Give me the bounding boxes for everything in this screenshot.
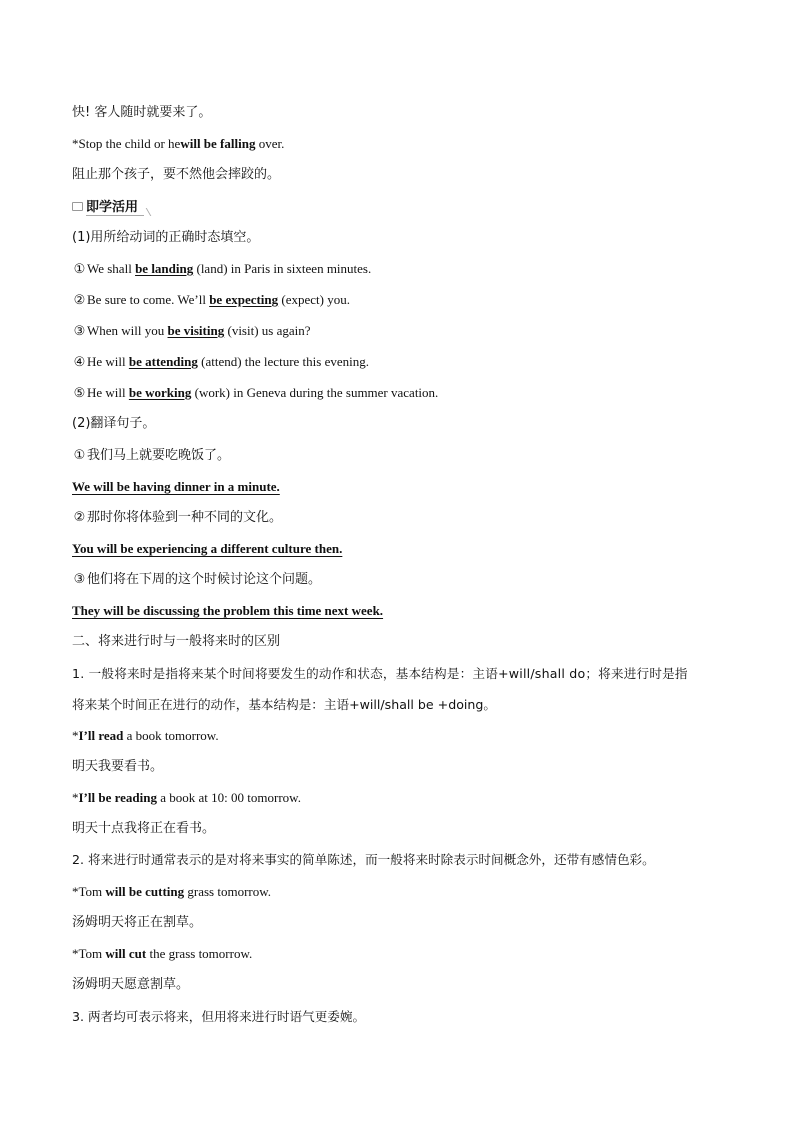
text-segment: * [72,790,79,805]
item-number: ③ [73,323,86,338]
translation-line: 明天我要看书。 [72,759,164,774]
text-segment: the grass tomorrow. [146,946,253,961]
translation-answer [72,602,383,621]
text-segment: *Tom [72,884,106,899]
text-segment: a book at 10: 00 tomorrow. [157,790,301,805]
translation-line: 汤姆明天将正在割草。 [72,915,203,930]
answer-line: You will be experiencing a different culture then. [72,541,343,556]
text-segment: (visit) us again? [224,323,311,338]
text-segment: (work) in Geneva during the summer vacation. [191,385,439,400]
answer-blank: be landing [135,261,194,276]
answer-blank: be working [128,385,192,400]
section-label: 即学活用 [86,196,144,216]
example-sentence [72,135,284,153]
text-segment: 那时你将体验到一种不同的文化。 [87,510,283,525]
translation-line: 汤姆明天愿意割草。 [72,977,190,992]
answer-line: We will be having dinner in a minute. [72,479,280,494]
text-segment: We shall [87,261,136,276]
translation-line: 明天十点我将正在看书。 [72,821,216,836]
exercise-item [72,291,350,309]
text-segment: grass tomorrow. [184,884,272,899]
paragraph-line: 3. 两者均可表示将来，但用将来进行时语气更委婉。 [72,1009,366,1024]
translation-prompt [72,571,321,589]
bold-phrase: I’ll be reading [78,790,157,805]
example-sentence [72,883,271,901]
exercise-item [72,353,369,371]
answer-line: They will be discussing the problem this time next week. [72,603,384,618]
section-label-box [72,197,144,215]
text-segment: over. [258,136,285,151]
answer-blank: be visiting [167,323,225,338]
translation-line: 阻止那个孩子，要不然他会摔跤的。 [72,167,281,182]
item-number: ② [73,510,86,525]
item-number: ① [73,261,86,276]
text-segment: (expect) you. [278,292,350,307]
text-segment: (attend) the lecture this evening. [197,354,369,369]
example-sentence [72,727,219,745]
translation-prompt [72,509,282,527]
item-number: ⑤ [73,385,86,400]
translation-prompt [72,447,230,465]
exercise-item [72,384,438,402]
text-segment: *Stop the child or he [72,136,181,151]
bold-phrase: will be cutting [105,884,185,899]
text-segment: 我们马上就要吃晚饭了。 [87,448,231,463]
translation-answer [72,540,342,559]
exercise-title: (2)翻译句子。 [72,416,156,431]
text-segment: a book tomorrow. [123,728,219,743]
paragraph-line: 1. 一般将来时是指将来某个时间将要发生的动作和状态，基本结构是：主语+will/shall do；将来进行时是指 [72,666,688,681]
text-segment: (land) in Paris in sixteen minutes. [193,261,372,276]
exercise-item [72,260,371,278]
paragraph-line: 2. 将来进行时通常表示的是对将来事实的简单陈述，而一般将来时除表示时间概念外，还带有感情色彩。 [72,852,655,867]
item-number: ② [73,292,86,307]
text-segment: He will [87,385,129,400]
exercise-item [72,322,311,340]
text-line: 快! 客人随时就要来了。 [72,105,212,120]
text-segment: *Tom [72,946,106,961]
text-segment: * [72,728,79,743]
exercise-title: (1)用所给动词的正确时态填空。 [72,230,260,245]
answer-blank: be attending [128,354,198,369]
bold-phrase: will cut [105,946,147,961]
text-segment: When will you [87,323,168,338]
answer-blank: be expecting [209,292,279,307]
bold-phrase: I’ll read [78,728,124,743]
text-segment: Be sure to come. We’ll [87,292,210,307]
label-marker-icon [72,202,83,211]
section-heading: 二、将来进行时与一般将来时的区别 [72,634,281,649]
paragraph-line: 将来某个时间正在进行的动作，基本结构是：主语+will/shall be +doing。 [72,697,496,712]
text-segment: He will [87,354,129,369]
item-number: ④ [73,354,86,369]
example-sentence [72,945,252,963]
item-number: ③ [73,572,86,587]
bold-phrase: will be falling [180,136,256,151]
item-number: ① [73,448,86,463]
example-sentence [72,789,301,807]
text-segment: 他们将在下周的这个时候讨论这个问题。 [87,572,322,587]
translation-answer [72,478,280,497]
